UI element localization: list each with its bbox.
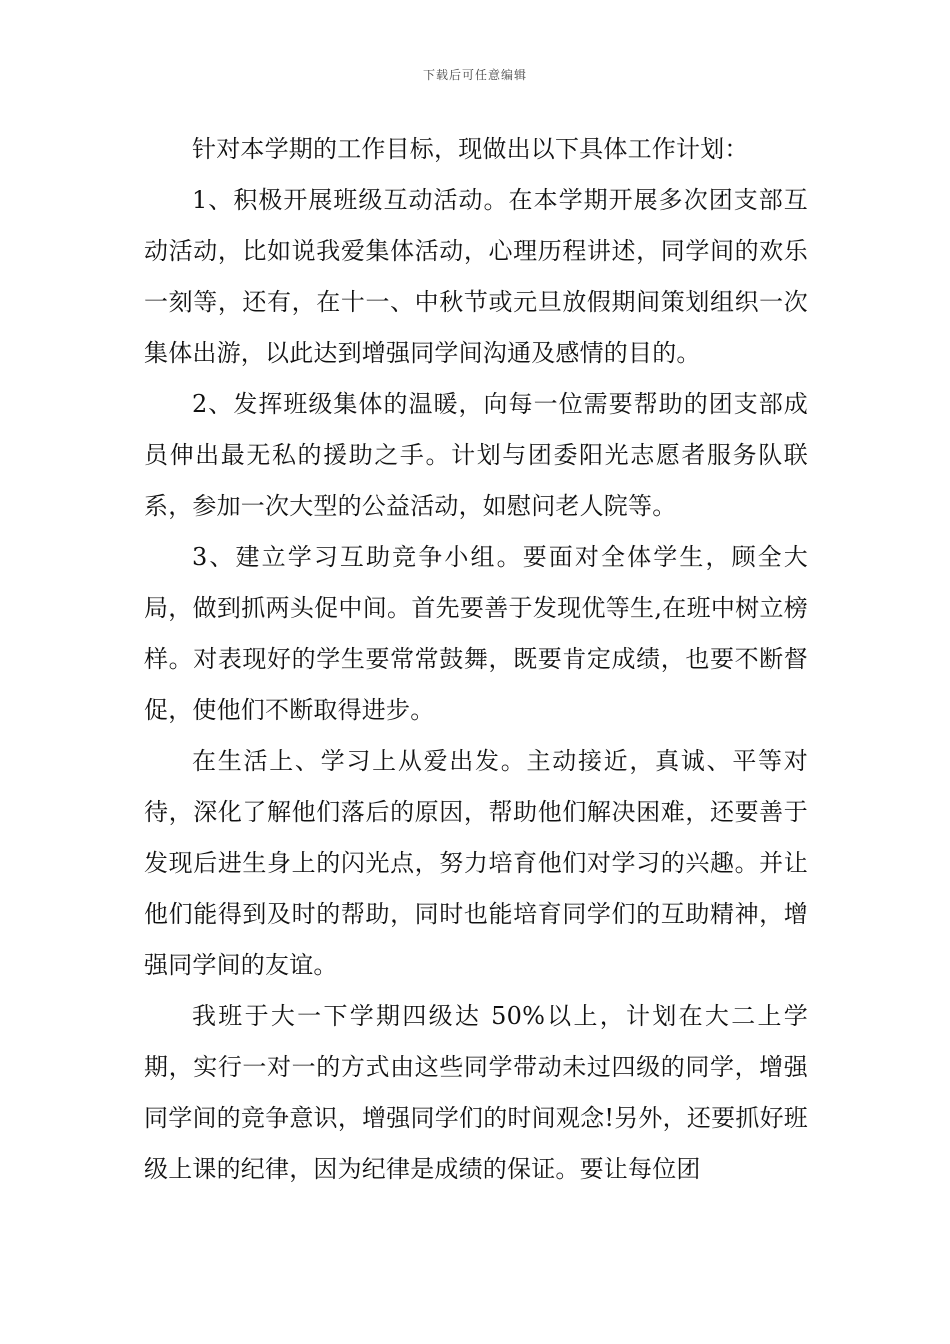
paragraph-life-study: 在生活上、学习上从爱出发。主动接近，真诚、平等对待，深化了解他们落后的原因，帮助他们解决困难，还要善于发现后进生身上的闪光点，努力培育他们对学习的兴趣。并让他们能得到及时的帮助，同时也能培育同学们的互助精神，增强同学间的友谊。 (144, 747, 808, 979)
paragraph-item-3: 3、建立学习互助竞争小组。要面对全体学生，顾全大局，做到抓两头促中间。首先要善于发现优等生,在班中树立榜样。对表现好的学生要常常鼓舞，既要肯定成绩，也要不断督促，使他们不断取得进步。 (144, 543, 808, 724)
document-body (144, 124, 808, 1195)
paragraph-cet4-plan: 我班于大一下学期四级达 50%以上，计划在大二上学期，实行一对一的方式由这些同学带动未过四级的同学，增强同学间的竞争意识，增强同学们的时间观念!另外，还要抓好班级上课的纪律，因为纪律是成绩的保证。要让每位团 (144, 1002, 808, 1183)
paragraph-item-1: 1、积极开展班级互动活动。在本学期开展多次团支部互动活动，比如说我爱集体活动，心理历程讲述，同学间的欢乐一刻等，还有，在十一、中秋节或元旦放假期间策划组织一次集体出游，以此达到增强同学间沟通及感情的目的。 (144, 186, 808, 367)
paragraph-item-2: 2、发挥班级集体的温暖，向每一位需要帮助的团支部成员伸出最无私的援助之手。计划与团委阳光志愿者服务队联系，参加一次大型的公益活动，如慰问老人院等。 (144, 390, 808, 520)
paragraph-intro: 针对本学期的工作目标，现做出以下具体工作计划： (192, 135, 749, 163)
page-header-note: 下载后可任意编辑 (422, 68, 527, 82)
